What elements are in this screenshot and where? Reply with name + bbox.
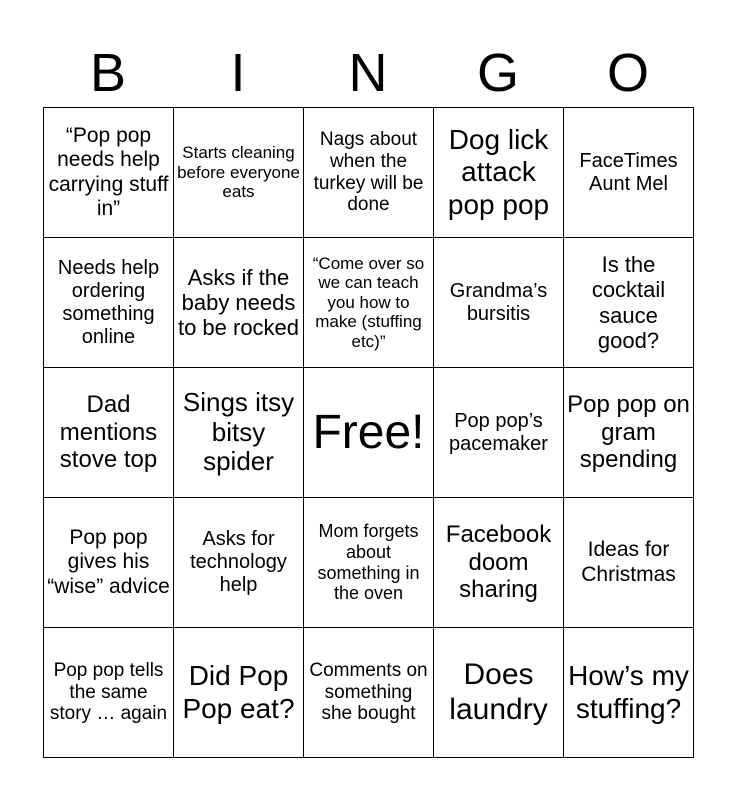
bingo-cell[interactable]: Pop pop’s pacemaker [434, 368, 564, 498]
bingo-cell[interactable]: “Come over so we can teach you how to make (stuffing etc)” [304, 238, 434, 368]
bingo-cell[interactable]: Grandma’s bursitis [434, 238, 564, 368]
bingo-header [43, 40, 693, 106]
bingo-cell[interactable]: Does laundry [434, 628, 564, 758]
bingo-cell[interactable]: FaceTimes Aunt Mel [564, 108, 694, 238]
bingo-cell[interactable]: How’s my stuffing? [564, 628, 694, 758]
bingo-cell[interactable]: Ideas for Christmas [564, 498, 694, 628]
bingo-cell[interactable]: Dad mentions stove top [44, 368, 174, 498]
bingo-cell[interactable]: Comments on something she bought [304, 628, 434, 758]
bingo-cell[interactable]: Dog lick attack pop pop [434, 108, 564, 238]
bingo-cell[interactable]: Pop pop on gram spending [564, 368, 694, 498]
bingo-cell[interactable]: Asks for technology help [174, 498, 304, 628]
board-row [44, 628, 694, 758]
board-row [44, 238, 694, 368]
bingo-cell[interactable]: Did Pop Pop eat? [174, 628, 304, 758]
board-row [44, 368, 694, 498]
bingo-cell[interactable]: “Pop pop needs help carrying stuff in” [44, 108, 174, 238]
bingo-cell[interactable]: Mom forgets about something in the oven [304, 498, 434, 628]
bingo-cell[interactable]: Pop pop tells the same story … again [44, 628, 174, 758]
header-letter-n: N [348, 43, 388, 103]
bingo-board [43, 107, 694, 758]
bingo-cell[interactable]: Pop pop gives his “wise” advice [44, 498, 174, 628]
bingo-cell[interactable]: Facebook doom sharing [434, 498, 564, 628]
bingo-cell[interactable]: Nags about when the turkey will be done [304, 108, 434, 238]
header-letter-o: O [606, 43, 649, 103]
header-letter-b: B [89, 43, 127, 103]
bingo-cell[interactable]: Asks if the baby needs to be rocked [174, 238, 304, 368]
header-letter-g: G [476, 43, 519, 103]
bingo-cell[interactable]: Sings itsy bitsy spider [174, 368, 304, 498]
bingo-cell[interactable]: Starts cleaning before everyone eats [174, 108, 304, 238]
board-row [44, 108, 694, 238]
board-row [44, 498, 694, 628]
header-letter-i: I [230, 43, 246, 103]
bingo-cell[interactable]: Is the cocktail sauce good? [564, 238, 694, 368]
bingo-cell[interactable]: Needs help ordering something online [44, 238, 174, 368]
free-space[interactable]: Free! [304, 368, 434, 498]
